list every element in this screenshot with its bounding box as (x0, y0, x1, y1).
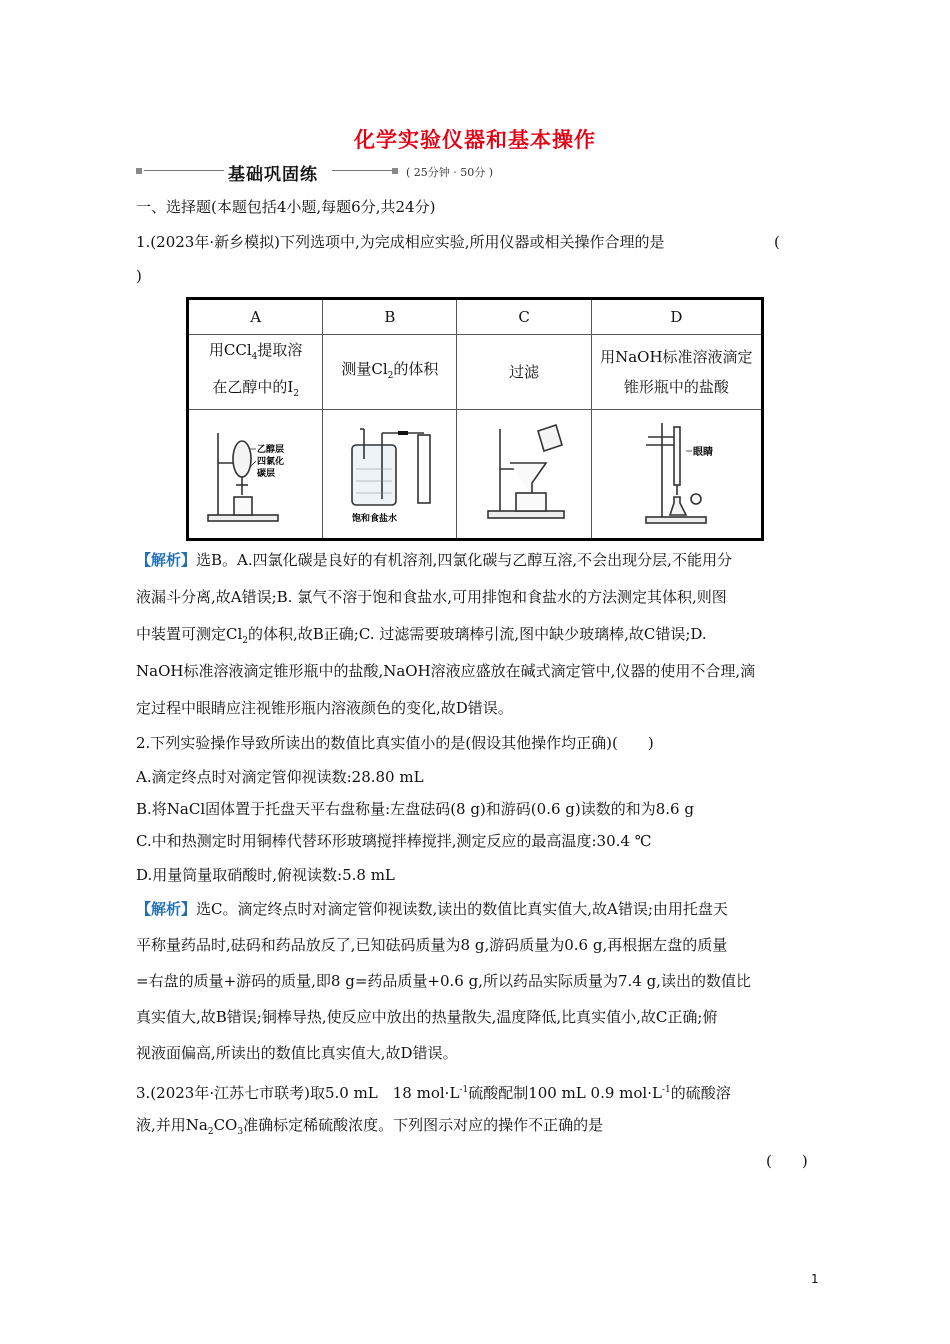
q3-stem-line1: 3.(2023年·江苏七市联考)取5.0 mL 18 $mol\cdot L^{-1}$硫酸配制100 mL 0.9 $mol\cdot L^{-1}$的硫酸溶 (136, 1084, 731, 1102)
q2-option-d: D.用量筒量取硝酸时,俯视读数:5.8 mL (136, 866, 395, 884)
header-a: A (188, 299, 323, 335)
label-saturated-brine: 饱和食盐水 (351, 514, 397, 524)
q1-answer-line2: 液漏斗分离,故A错误;B. 氯气不溶于饱和食盐水,可用排饱和食盐水的方法测定其体积,则图 (136, 588, 727, 606)
page-title: 化学实验仪器和基本操作 (354, 128, 596, 152)
q3-paren: ( ) (766, 1152, 808, 1170)
label-ccl4-2: 碳层 (256, 469, 275, 479)
header-c: C (457, 299, 591, 335)
option-d-desc: 用NaOH标准溶液滴定 锥形瓶中的盐酸 (591, 335, 762, 410)
header-d: D (591, 299, 762, 335)
q2-answer-line2: 平称量药品时,砝码和药品放反了,已知砝码质量为8 g,游码质量为0.6 g,再根据左盘的质量 (136, 936, 728, 954)
q1-options-table (186, 297, 764, 541)
q1-stem: 1.(2023年·新乡模拟)下列选项中,为完成相应实验,所用仪器或相关操作合理的是 (136, 233, 665, 251)
header-b: B (323, 299, 457, 335)
section-info: ( 25分钟 · 50分 ) (406, 166, 494, 179)
option-b-figure (323, 410, 457, 540)
section-header (136, 160, 696, 184)
q1-answer-line5: 定过程中眼睛应注视锥形瓶内溶液颜色的变化,故D错误。 (136, 699, 513, 717)
option-d-figure (591, 410, 762, 540)
option-b-desc: 测量$Cl_2$的体积 (323, 335, 457, 410)
option-a-desc: 用CCl$_4$提取溶 在乙醇中的$I_2$ (188, 335, 323, 410)
option-c-desc: 过滤 (457, 335, 591, 410)
q2-answer-line4: 真实值大,故B错误;铜棒导热,使反应中放出的热量散失,温度降低,比真实值小,故C正确;俯 (136, 1008, 718, 1026)
q2-option-b: B.将NaCl固体置于托盘天平右盘称量:左盘砝码(8 g)和游码(0.6 g)读数的和为8.6 g (136, 800, 694, 818)
q2-option-c: C.中和热测定时用铜棒代替环形玻璃搅拌棒搅拌,测定反应的最高温度:30.4 ℃ (136, 832, 652, 850)
q1-answer-line1: 【解析】选B。A.四氯化碳是良好的有机溶剂,四氯化碳与乙醇互溶,不会出现分层,不能用分 (136, 551, 732, 569)
part1-heading: 一、选择题(本题包括4小题,每题6分,共24分) (136, 198, 436, 216)
bar-square-left (136, 168, 142, 174)
analysis-tag: 【解析】 (136, 551, 197, 569)
q2-answer-line5: 视液面偏高,所读出的数值比真实值大,故D错误。 (136, 1044, 458, 1062)
option-a-figure (188, 410, 323, 540)
bar-line-left (144, 170, 224, 171)
titration-figure (616, 419, 736, 529)
label-ethanol-layer: 乙醇层 (256, 445, 284, 455)
q1-paren-close: ) (136, 267, 142, 285)
filtration-figure (464, 419, 584, 529)
q2-stem: 2.下列实验操作导致所读出的数值比真实值小的是(假设其他操作均正确)( ) (136, 734, 654, 752)
q1-answer-line3: 中装置可测定$Cl_2$的体积,故B正确;C. 过滤需要玻璃棒引流,图中缺少玻璃棒,故C错误;D. (136, 625, 707, 646)
separatory-funnel-figure (196, 419, 316, 529)
q2-answer-line3: =右盘的质量+游码的质量,即8 g=药品质量+0.6 g,所以药品实际质量为7.4 g,读出的数值比 (136, 972, 751, 990)
q2-option-a: A.滴定终点时对滴定管仰视读数:28.80 mL (136, 768, 424, 786)
bar-line-right (332, 170, 392, 171)
analysis-tag: 【解析】 (136, 900, 197, 918)
q3-stem-line2: 液,并用$Na_2CO_3$准确标定稀硫酸浓度。下列图示对应的操作不正确的是 (136, 1116, 604, 1137)
gas-collection-figure (330, 419, 450, 529)
q2-answer-line1: 【解析】选C。滴定终点时对滴定管仰视读数,读出的数值比真实值大,故A错误;由用托盘天 (136, 900, 728, 918)
bar-square-right (392, 168, 398, 174)
label-ccl4-1: 四氯化 (256, 457, 284, 467)
label-eye: 眼睛 (693, 447, 714, 458)
q1-answer-line4: NaOH标准溶液滴定锥形瓶中的盐酸,NaOH溶液应盛放在碱式滴定管中,仪器的使用不合理,滴 (136, 662, 756, 680)
q1-paren-open: ( (774, 233, 780, 251)
option-c-figure (457, 410, 591, 540)
section-label: 基础巩固练 (228, 165, 318, 185)
page-number: 1 (811, 1272, 819, 1286)
